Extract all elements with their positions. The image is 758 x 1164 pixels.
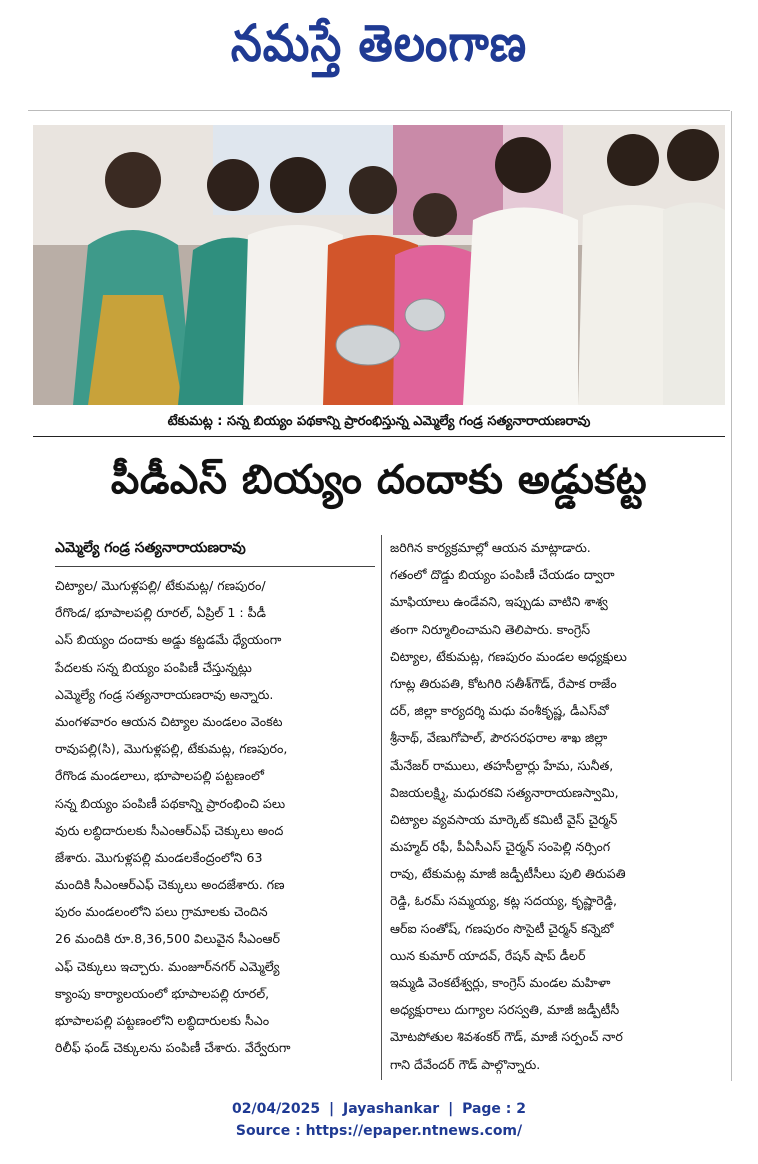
article-text-line: ఎస్ బియ్యం దందాకు అడ్డు కట్టడమే ధ్యేయంగా [55,632,282,648]
article-text-line: వురు లబ్ధిదారులకు సీఎంఆర్ఎఫ్ చెక్కులు అంద [55,822,284,838]
article-text-line: గూట్ల తిరుపతి, కోటగిరి సతీశ్‌గౌడ్, రేపాక రాజేం [390,675,617,691]
article-text-line: సన్న బియ్యం పంపిణీ పథకాన్ని ప్రారంభించి పలు [55,795,286,811]
article-text-line: గతంలో దొడ్డు బియ్యం పంపిణీ చేయడం ద్వారా [390,567,615,583]
newspaper-masthead [0,0,758,100]
article-text-line: విజయలక్ష్మి, మధురకవి సత్యనారాయణస్వామి, [390,784,619,800]
footer-page: Page : 2 [462,1101,527,1117]
article-text-line: జరిగిన కార్యక్రమాల్లో ఆయన మాట్లాడారు. [390,540,591,555]
photo-caption: టేకుమట్ల : సన్న బియ్యం పథకాన్ని ప్రారంభిస్తున్న ఎమ్మెల్యే గండ్ర సత్యనారాయణరావు [33,410,725,437]
article-text-line: తంగా నిర్మూలించామని తెలిపారు. కాంగ్రెస్ [390,621,591,637]
article-text-line: ఎఫ్ చెక్కులు ఇచ్చారు. మంజూర్‌నగర్ ఎమ్మెల్యే [55,958,280,974]
article-text-line: శ్రీనాథ్, వేణుగోపాల్, పౌరసరఫరాల శాఖ జిల్లా [390,730,608,746]
article-left-column [55,572,371,1061]
article-text-line: 26 మందికి రూ.8,36,500 విలువైన సీఎంఆర్ [55,931,280,947]
article-text-line: పురం మండలంలోని పలు గ్రామాలకు చెందిన [55,904,268,920]
article-text-line: భూపాలపల్లి పట్టణంలోని లబ్ధిదారులకు సీఎం [55,1013,270,1028]
footer-meta-line [0,1098,758,1120]
article-text-line: మహ్మద్ రఫీ, పీఏసీఎస్ చైర్మన్ సంపెల్లి నర్సింగ [390,839,611,855]
article-text-line: మంగళవారం ఆయన చిట్యాల మండలం వెంకట [55,713,283,729]
news-photo [33,125,725,405]
article-text-line: మందికి సీఎంఆర్ఎఫ్ చెక్కులు అందజేశారు. గణ [55,877,285,893]
article-text-line: రెడ్డి, ఓరమ్ సమ్మయ్య, కట్ల సదయ్య, కృష్ణారెడ్డి, [390,893,617,909]
footer-separator: | [329,1101,335,1117]
article-text-line: రావుపల్లి(సి), మొగుళ్లపల్లి, టేకుమట్ల, గణపురం, [55,741,288,757]
masthead-title: నమస్తే తెలంగాణ [230,14,528,73]
article-text-line: చిట్యాల వ్యవసాయ మార్కెట్ కమిటీ వైస్ చైర్మన్ [390,811,618,827]
article-text-line: క్యాంపు కార్యాలయంలో భూపాలపల్లి రూరల్, [55,985,270,1001]
article-text-line: జేశారు. మొగుళ్లపల్లి మండలకేంద్రంలోని 63 [55,849,263,865]
article-text-line: యిన కుమార్ యాదవ్, రేషన్ షాప్ డీలర్ [390,947,586,963]
article-text-line: చిట్యాల/ మొగుళ్లపల్లి/ టేకుమట్ల/ గణపురం/ [55,578,266,593]
article-right-column [390,534,718,1078]
article-text-line: ఇమ్మడి వెంకటేశ్వర్లు, కాంగ్రెస్ మండల మహిళా [390,975,611,990]
article-text-line: పేదలకు సన్న బియ్యం పంపిణీ చేస్తున్నట్లు [55,659,252,675]
article-text-line: మేనేజర్ రాములు, తహసీల్దార్లు హేమ, సునీత, [390,757,614,773]
article-text-line: అధ్యక్షురాలు దుగ్యాల సరస్వతి, మాజీ జడ్పీటీసీ [390,1002,620,1018]
footer-source[interactable]: Source : https://epaper.ntnews.com/ [235,1123,523,1139]
article-text-line: రేగొండ/ భూపాలపల్లి రూరల్, ఏప్రిల్ 1 : పీడీ [55,605,266,621]
article-text-line: చిట్యాల, టేకుమట్ల, గణపురం మండల అధ్యక్షులు [390,648,627,664]
article-text-line: మోటపోతుల శివశంకర్ గౌడ్, మాజీ సర్పంచ్ నార [390,1029,623,1045]
article-text-line: గాని దేవేందర్ గౌడ్ పాల్గొన్నారు. [390,1056,541,1072]
article-text-line: రేగొండ మండలాలు, భూపాలపల్లి పట్టణంలో [55,768,264,784]
article-text-line: దర్, జిల్లా కార్యదర్శి మధు వంశీకృష్ణ, డీఎస్‌వో [390,703,609,719]
article-headline: పీడీఎస్ బియ్యం దందాకు అడ్డుకట్ట [110,457,648,503]
column-divider [381,535,382,1080]
footer-separator: | [448,1101,454,1117]
footer-edition: Jayashankar [343,1101,440,1117]
article-text-line: మాఫియాలు ఉండేవని, ఇప్పుడు వాటిని శాశ్వ [390,594,608,610]
article-text-line: ఆర్ఐ సంతోష్, గణపురం సొసైటీ చైర్మన్ కన్నెబో [390,920,614,936]
page-footer [0,1098,758,1148]
frame-rule [731,111,732,1081]
article-text-line: రిలీఫ్ ఫండ్ చెక్కులను పంపిణీ చేశారు. వేర్వేరుగా [55,1040,291,1056]
article-text-line: ఎమ్మెల్యే గండ్ర సత్యనారాయణరావు అన్నారు. [55,686,274,702]
footer-date: 02/04/2025 [231,1101,321,1117]
article-byline: ఎమ్మెల్యే గండ్ర సత్యనారాయణరావు [55,540,375,567]
article-text-line: రావు, టేకుమట్ల మాజీ జడ్పీటీసీలు పులి తిరుపతి [390,866,626,882]
